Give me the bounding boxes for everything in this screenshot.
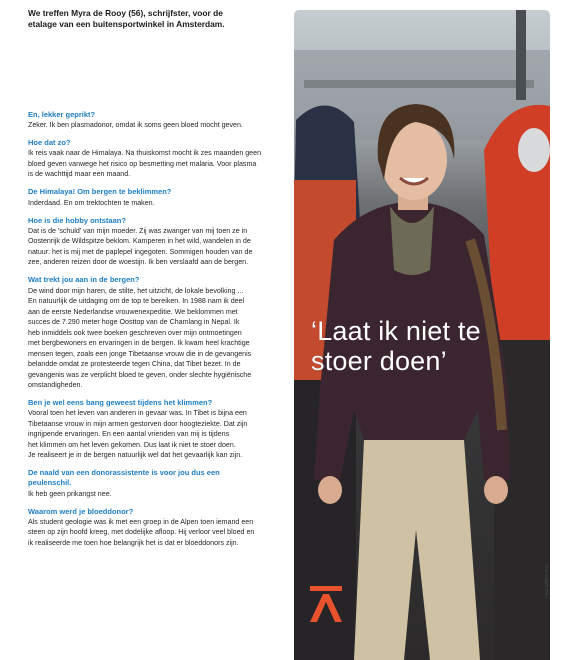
intro-line: etalage van een buitensportwinkel in Amsterdam.	[28, 19, 225, 29]
question-line: Waarom werd je bloeddonor?	[28, 506, 134, 516]
answer-line: het klimmen om het leven gekomen. Dus laat ik niet te stoer doen.	[28, 440, 236, 449]
answer-line: gevangenis was ze verplicht bloed te geven, onder slechte hygiënische	[28, 370, 252, 379]
question	[28, 110, 290, 120]
woman-left-hand	[318, 476, 342, 504]
answer	[28, 408, 290, 461]
answer-line: Oostenrijk de Wildspitze beklom. Kamperen in het wild, wandelen in de	[28, 237, 251, 246]
answer-line: is de wachttijd maar een maand.	[28, 170, 131, 179]
question	[28, 187, 290, 197]
question	[28, 507, 290, 517]
question	[28, 468, 290, 488]
mannequin-right-head	[518, 128, 550, 172]
answer-line: ingrijpende ervaringen. En een aantal vrienden van mij is tijdens	[28, 430, 230, 439]
answer-line: succes de 7.290 meter hoge Oosttop van de Chamlang in Nepal. Ik	[28, 318, 240, 327]
answer-line: En natuurlijk de uitdaging om de top te bereiken. In 1988 nam ik deel	[28, 297, 245, 306]
answer-line: natuur: het is mij met de paplepel ingegoten. Sommigen houden van de	[28, 247, 253, 256]
answer-line: De wind door mijn haren, de stilte, het uitzicht, de lokale bevolking ...	[28, 286, 244, 295]
answer-line: aan de eerste Nederlandse vrouwenexpeditie. We beklommen met	[28, 307, 238, 316]
answer-line: mensen tegen, zoals een jonge Tibetaanse vrouw die in de gevangenis	[28, 349, 252, 358]
question-line: Hoe dat zo?	[28, 138, 71, 148]
question-line: En, lekker geprikt?	[28, 110, 96, 119]
answer-line: bloed geven vanwege het risico op besmetting met malaria. Voor plasma	[28, 159, 257, 168]
question	[28, 275, 290, 285]
building-ledge	[304, 80, 534, 88]
qa-item	[28, 275, 290, 390]
answer-line: met bergbewoners en ervaringen in de bergen. Ik kwam heel krachtige	[28, 339, 250, 348]
answer-line: Ik heb geen prikangst nee.	[28, 489, 112, 498]
pull-quote	[311, 316, 561, 376]
answer-line: Zeker. Ik ben plasmadonor, omdat ik soms geen bloed mocht geven.	[28, 121, 243, 130]
answer	[28, 489, 290, 500]
qa-item	[28, 216, 290, 268]
answer-line: Ik reis vaak naar de Himalaya. Na thuiskomst mocht ik zes maanden geen	[28, 149, 262, 158]
answer-line: Inderdaad. En om trektochten te maken.	[28, 198, 155, 207]
street-pole	[516, 10, 526, 100]
answer-line: Je realiseert je in de bergen natuurlijk wel dat het gevaarlijk kan zijn.	[28, 451, 243, 460]
question-line: peulenschil.	[28, 478, 72, 488]
answer-line: ik realiseerde me toen hoe belangrijk het is dat er bloeddonors zijn.	[28, 538, 239, 547]
answer-line: omstandigheden.	[28, 381, 83, 390]
answer	[28, 517, 290, 549]
answer	[28, 286, 290, 391]
qa-item	[28, 110, 290, 131]
qa-item	[28, 468, 290, 499]
question-line: Ben je wel eens bang geweest tijdens het klimmen?	[28, 398, 213, 408]
qa-item	[28, 138, 290, 180]
intro-text	[28, 8, 278, 30]
brand-logo-icon	[306, 584, 346, 624]
answer-line: Als student geologie was ik met een groep in de Alpen toen iemand een	[28, 517, 254, 526]
question-line: De naald van een donorassistente is voor jou dus een	[28, 468, 220, 478]
answer-line: belandde omdat ze protesteerde tegen China, dat Tibet bezet. In de	[28, 360, 241, 369]
pull-quote-line: stoer doen’	[311, 346, 447, 376]
question-line: Hoe is die hobby ontstaan?	[28, 215, 126, 225]
logo-letter	[310, 594, 342, 622]
answer-line: heb inmiddels ook twee boeken geschreven over mijn ontmoetingen	[28, 328, 242, 337]
interview-qa	[28, 110, 290, 556]
question	[28, 216, 290, 226]
qa-item	[28, 187, 290, 208]
answer	[28, 120, 290, 131]
photo-credit: Foto Willem Ros	[544, 564, 549, 598]
intro-line: We treffen Myra de Rooy (56), schrijfster, voor de	[28, 8, 223, 18]
pull-quote-line: ‘Laat ik niet te	[311, 316, 481, 346]
answer-line: zee, anderen reizen door de woestijn. Ik ben verslaafd aan de bergen.	[28, 258, 249, 267]
answer-line: Tibetaanse vrouw in mijn armen gestorven door hoogteziekte. Dat zijn	[28, 419, 248, 428]
qa-item	[28, 398, 290, 461]
answer-line: Vooral toen het leven van anderen in gevaar was. In Tibet is bijna een	[28, 409, 247, 418]
answer-line: Dat is de 'schuld' van mijn moeder. Zij was zwanger van mij toen ze in	[28, 226, 248, 235]
qa-item	[28, 507, 290, 549]
woman-right-hand	[484, 476, 508, 504]
logo-bar	[310, 586, 342, 591]
answer	[28, 226, 290, 268]
question-line: Wat trekt jou aan in de bergen?	[28, 275, 140, 285]
question	[28, 398, 290, 408]
answer-line: steen op zijn hoofd kreeg, met dodelijke afloop. Hij verloor veel bloed en	[28, 528, 255, 537]
question	[28, 138, 290, 148]
woman-pants	[354, 440, 480, 660]
question-line: De Himalaya! Om bergen te beklimmen?	[28, 187, 172, 197]
answer	[28, 148, 290, 180]
answer	[28, 198, 290, 209]
